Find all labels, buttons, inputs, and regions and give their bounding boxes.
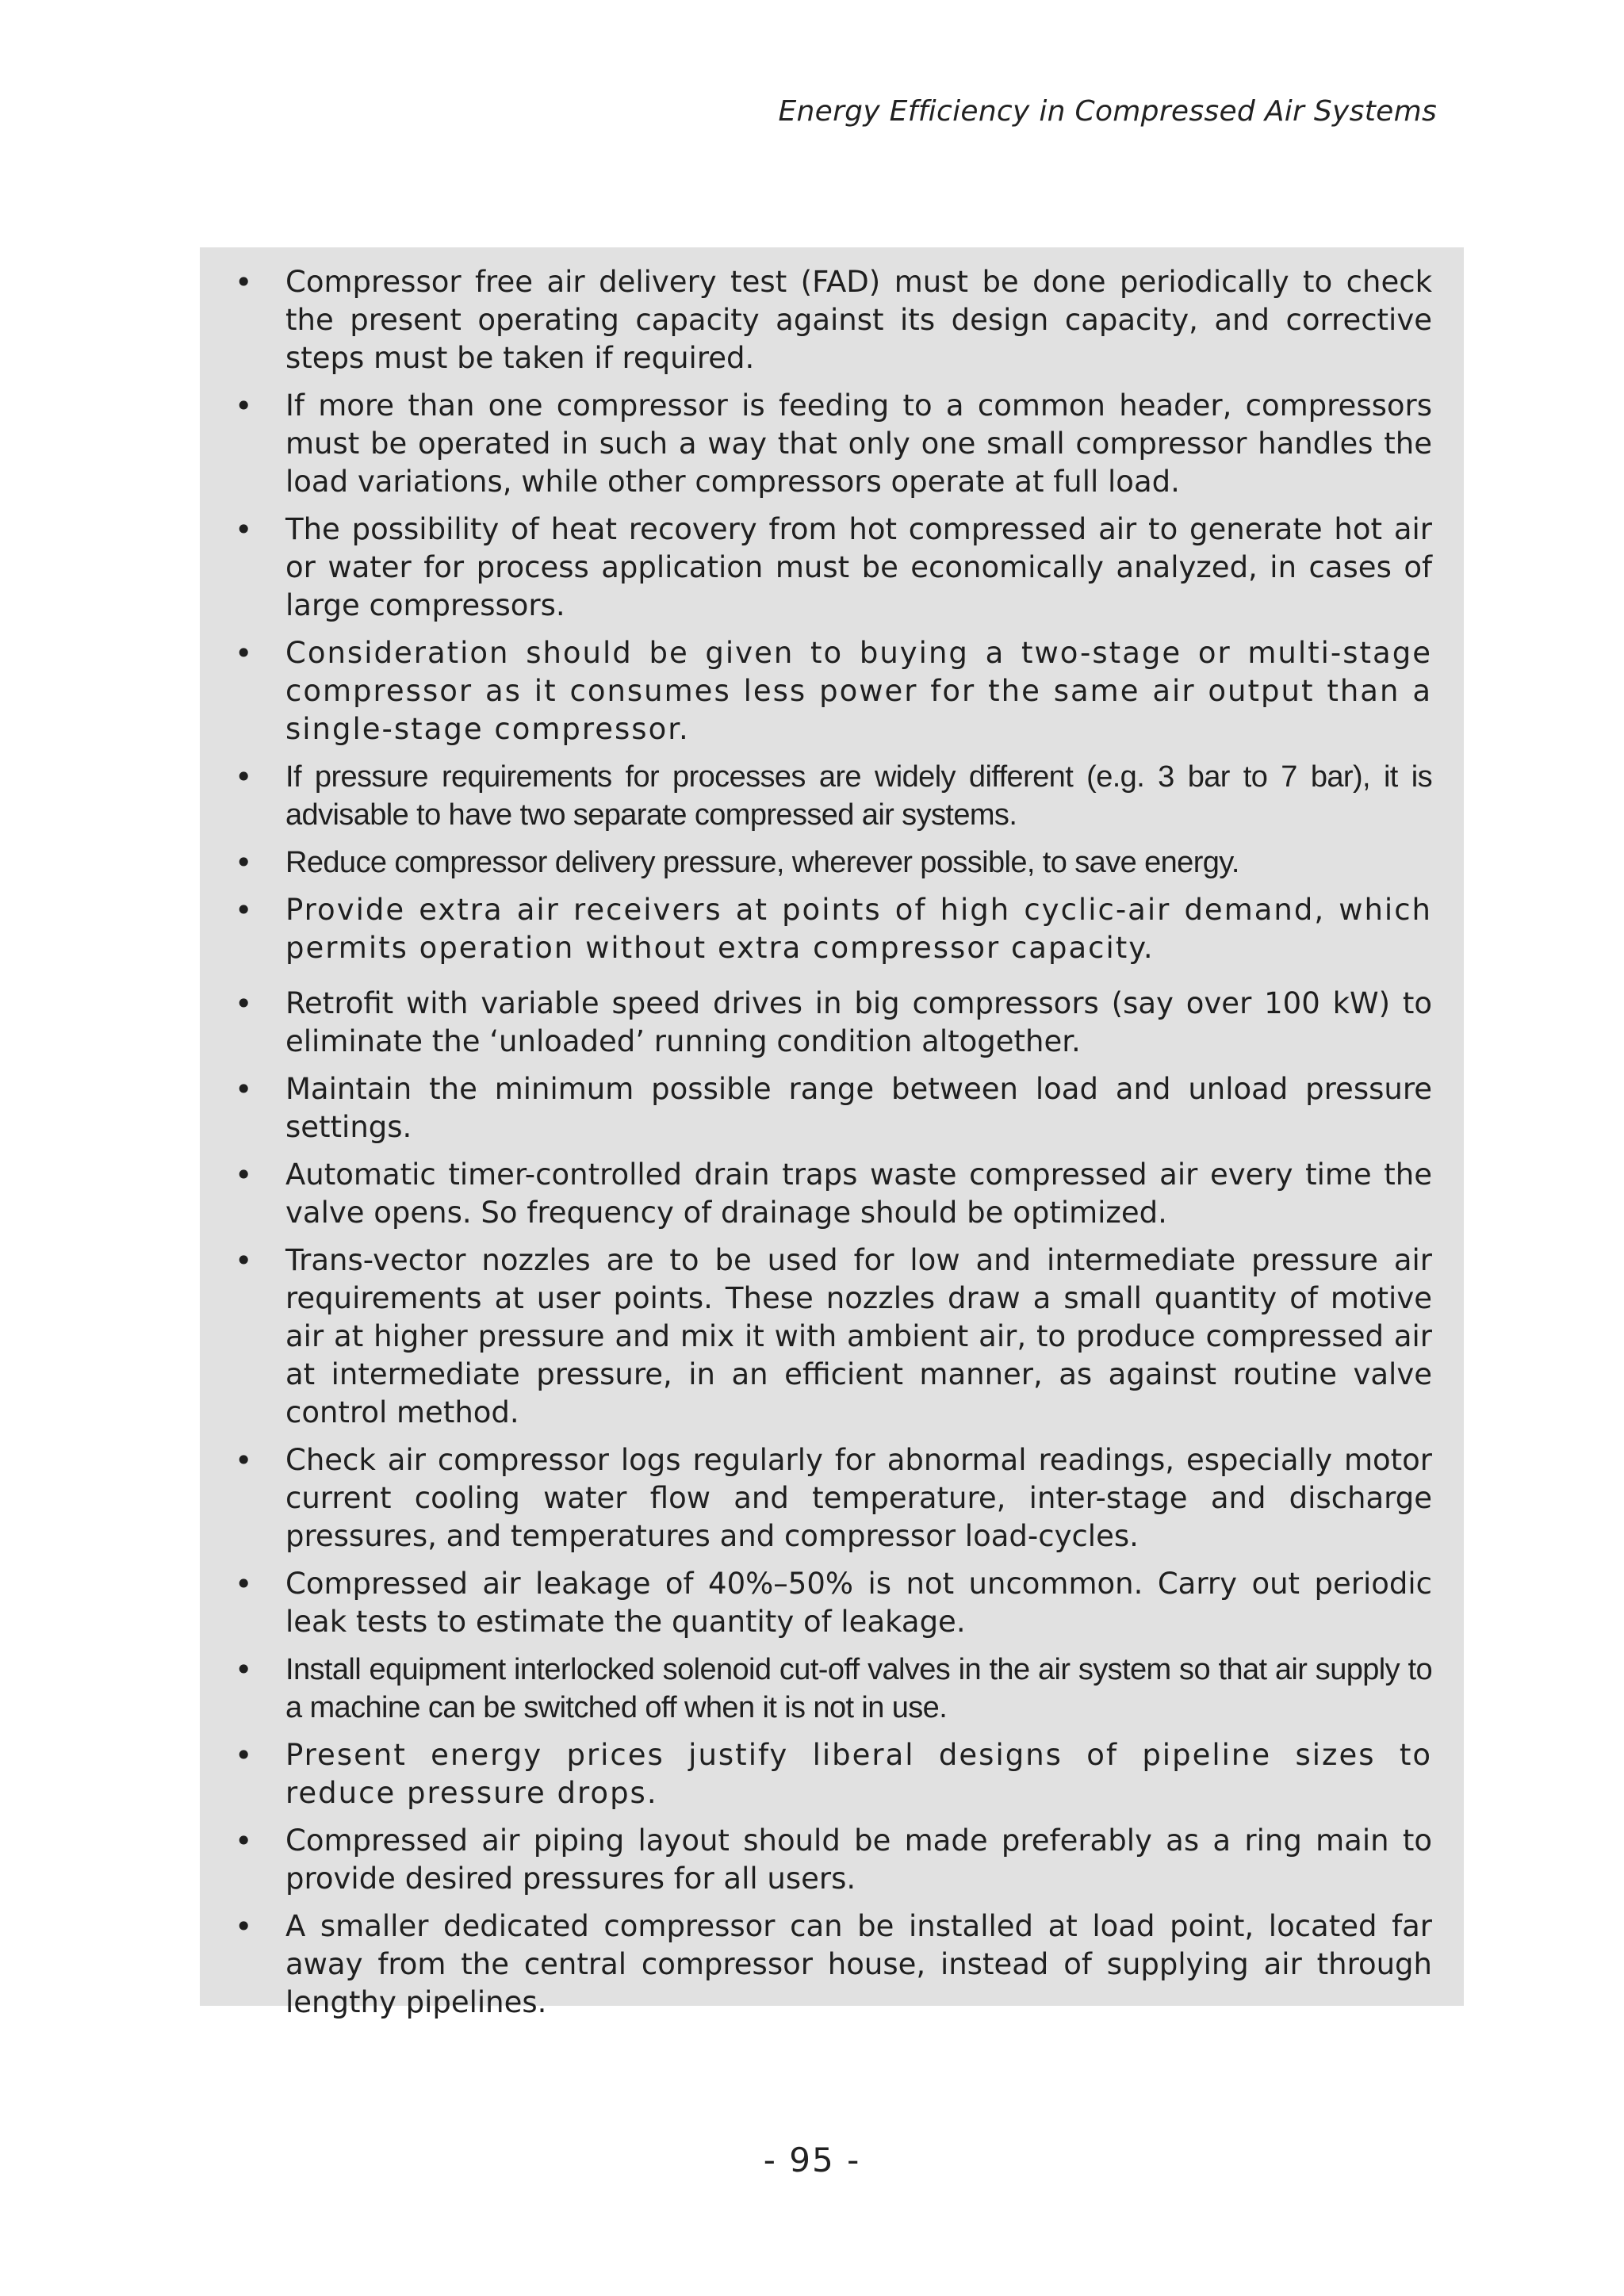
list-item-text: Consideration should be given to buying a two-stage or multi-stage compressor as it consumes less power for the same air output than a single-stage compressor. <box>285 636 1432 746</box>
list-item <box>232 634 1432 748</box>
bullet-icon: • <box>235 265 253 300</box>
list-item-text: Maintain the minimum possible range between load and unload pressure settings. <box>285 1072 1432 1144</box>
list-item-text: The possibility of heat recovery from hot compressed air to generate hot air or water for process application must be economically analyzed, in cases of large compressors. <box>285 512 1432 622</box>
running-header-title: Energy Efficiency in Compressed Air Systems <box>778 95 1437 128</box>
list-item-text: Reduce compressor delivery pressure, wherever possible, to save energy. <box>285 846 1239 879</box>
list-item <box>232 1070 1432 1146</box>
list-item-text: A smaller dedicated compressor can be installed at load point, located far away from the central compressor house, instead of supplying air through lengthy pipelines. <box>285 1909 1432 2019</box>
list-item-text: If more than one compressor is feeding to a common header, compressors must be operated in such a way that only one small compressor handles the load variations, while other compressors operate at full load. <box>285 388 1432 499</box>
list-item <box>232 263 1432 377</box>
bullet-icon: • <box>235 1909 253 1944</box>
page-number: - 95 - <box>763 2141 861 2179</box>
list-item <box>232 511 1432 625</box>
list-item-text: Automatic timer-controlled drain traps waste compressed air every time the valve opens. So frequency of drainage should be optimized. <box>285 1158 1432 1230</box>
list-item-text: Trans-vector nozzles are to be used for low and intermediate pressure air requirements at user points. These nozzles draw a small quantity of motive air at higher pressure and mix it with ambient air, to produce compressed air at intermediate pressure, in an efficient manner, as against routine valve control method. <box>285 1243 1432 1429</box>
list-item <box>232 1822 1432 1898</box>
bullet-icon: • <box>235 636 255 671</box>
list-item-text: Compressor free air delivery test (FAD) must be done periodically to check the present operating capacity against its design capacity, and corrective steps must be taken if required. <box>285 265 1432 375</box>
list-item <box>232 1242 1432 1432</box>
bullet-icon: • <box>235 893 255 928</box>
bullet-icon: • <box>235 1567 253 1601</box>
bullet-icon: • <box>235 1738 255 1773</box>
list-item <box>232 1441 1432 1556</box>
list-item-text: Compressed air piping layout should be made preferably as a ring main to provide desired pressures for all users. <box>285 1823 1432 1896</box>
list-item-text: Compressed air leakage of 40%–50% is not uncommon. Carry out periodic leak tests to estimate the quantity of leakage. <box>285 1567 1432 1639</box>
list-item <box>232 1156 1432 1232</box>
list-item-text: Install equipment interlocked solenoid cut-off valves in the air system so that air supply to a machine can be switched off when it is not in use. <box>285 1653 1432 1724</box>
list-item <box>232 1908 1432 2022</box>
list-item-text: Check air compressor logs regularly for abnormal readings, especially motor current cooling water flow and temperature, inter-stage and discharge pressures, and temperatures and compressor load-cycles. <box>285 1443 1432 1553</box>
list-item-text: Provide extra air receivers at points of high cyclic-air demand, which permits operation without extra compressor capacity. <box>285 893 1432 965</box>
list-item <box>232 1565 1432 1641</box>
list-item <box>232 985 1432 1061</box>
tips-list <box>232 263 1432 2022</box>
bullet-icon: • <box>235 1158 253 1192</box>
list-item <box>232 1651 1432 1727</box>
bullet-icon: • <box>235 845 252 880</box>
tips-box <box>200 247 1464 2019</box>
bullet-icon: • <box>235 1652 252 1687</box>
list-item <box>232 891 1432 967</box>
list-item <box>232 387 1432 501</box>
list-item-text: If pressure requirements for processes are widely different (e.g. 3 bar to 7 bar), it is advisable to have two separate compressed air systems. <box>285 760 1432 832</box>
list-item-text: Present energy prices justify liberal designs of pipeline sizes to reduce pressure drops. <box>285 1738 1432 1810</box>
bullet-icon: • <box>235 1443 253 1478</box>
list-item <box>232 1736 1432 1812</box>
bullet-icon: • <box>235 760 252 794</box>
bullet-icon: • <box>235 986 253 1021</box>
list-item <box>232 758 1432 834</box>
list-item-text: Retrofit with variable speed drives in big compressors (say over 100 kW) to eliminate the ‘unloaded’ running condition altogether. <box>285 986 1432 1058</box>
bullet-icon: • <box>235 1243 253 1278</box>
bullet-icon: • <box>235 1072 253 1107</box>
list-item <box>232 844 1432 882</box>
bullet-icon: • <box>235 512 253 547</box>
bullet-icon: • <box>235 1823 253 1858</box>
bullet-icon: • <box>235 388 253 423</box>
